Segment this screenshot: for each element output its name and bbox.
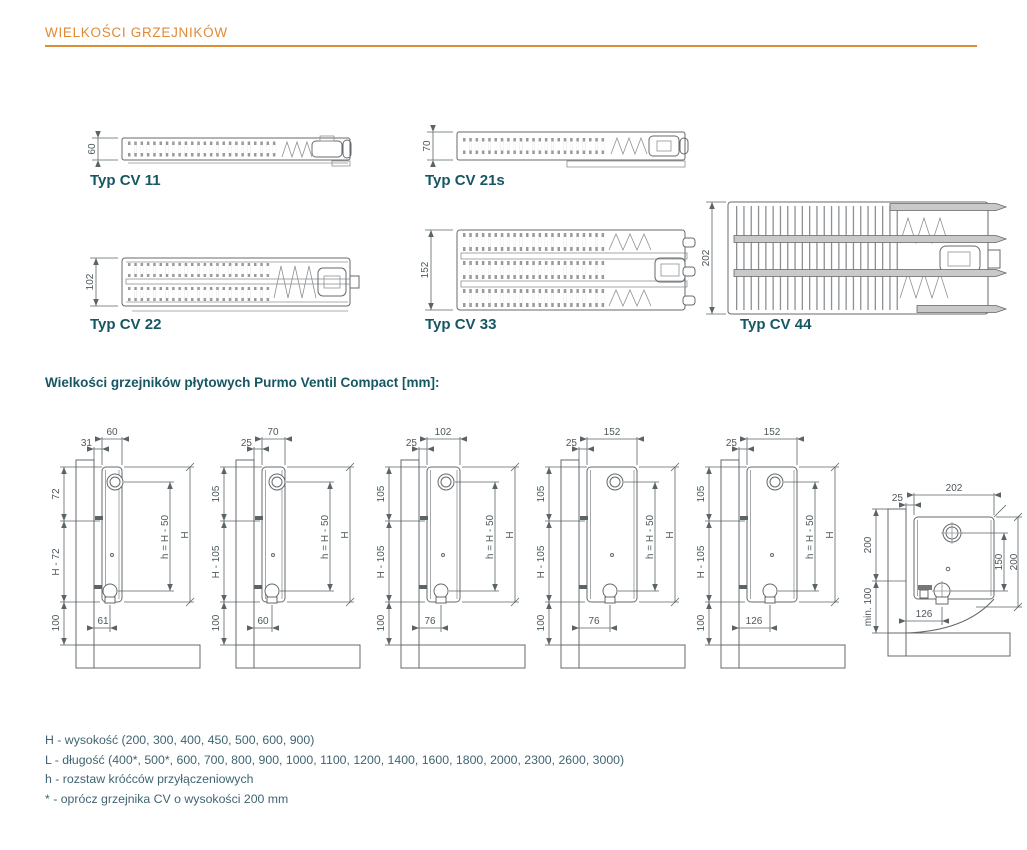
type-label-cv11: Typ CV 11 <box>90 172 161 189</box>
dim-height-minus: H - 105 <box>376 545 387 579</box>
dim-pipe-spacing: h = H - 50 <box>485 514 496 560</box>
cv21s-depth-dim: 70 <box>422 140 433 152</box>
cv33-mount-drawing <box>527 425 692 693</box>
dim-bottom-offset: 76 <box>424 616 436 627</box>
dim-depth: 102 <box>434 427 452 438</box>
cv22-topview-drawing <box>82 252 360 316</box>
type-label-cv44: Typ CV 44 <box>740 316 812 333</box>
dim-top-offset: 105 <box>211 485 222 503</box>
topview-cv33 <box>417 226 697 333</box>
dim-height: H <box>825 531 836 539</box>
cv11-mount-drawing <box>42 425 207 693</box>
dim-depth: 152 <box>763 427 781 438</box>
cv44-depth-dim: 202 <box>701 249 712 267</box>
dim-bottom-offset: 61 <box>97 616 109 627</box>
dim-height: H <box>505 531 516 539</box>
dim-height-minus: H - 105 <box>696 545 707 579</box>
footnotes <box>45 731 624 809</box>
cv44-topview-drawing <box>700 198 1012 322</box>
dim-outer-height: 200 <box>1009 553 1020 571</box>
footnote-height: H - wysokość (200, 300, 400, 450, 500, 600, 900) <box>45 733 315 747</box>
dim-wall-top: 200 <box>863 536 874 554</box>
dim-top-offset: 72 <box>51 488 62 500</box>
mount-diagram-cv21s <box>202 425 367 698</box>
dim-top-offset: 105 <box>696 485 707 503</box>
page-title: WIELKOŚCI GRZEJNIKÓW <box>45 25 228 40</box>
cv22-depth-dim: 102 <box>85 273 96 291</box>
dim-depth: 70 <box>267 427 279 438</box>
type-label-cv22: Typ CV 22 <box>90 316 162 333</box>
dim-floor-min: min. 100 <box>863 587 874 627</box>
dim-height-minus: H - 105 <box>211 545 222 579</box>
footnote-asterisk: * - oprócz grzejnika CV o wysokości 200 mm <box>45 791 289 806</box>
dim-pipe-spacing: 150 <box>994 553 1005 571</box>
dim-pipe-spacing: h = H - 50 <box>320 514 331 560</box>
type-label-cv21s: Typ CV 21s <box>425 172 505 189</box>
cv22-mount-drawing <box>367 425 532 693</box>
dim-height: H <box>180 531 191 539</box>
cv44-mount-drawing <box>687 425 852 693</box>
dim-height: H <box>665 531 676 539</box>
dim-pipe-spacing: h = H - 50 <box>645 514 656 560</box>
dim-top-offset: 105 <box>376 485 387 503</box>
dim-depth: 152 <box>603 427 621 438</box>
dim-floor-gap: 100 <box>211 614 222 632</box>
mount-diagram-cv44 <box>687 425 852 698</box>
dim-floor-gap: 100 <box>536 614 547 632</box>
dim-bottom-offset: 126 <box>745 616 763 627</box>
corner-niche-diagram <box>848 481 1025 691</box>
cv33-topview-drawing <box>417 226 697 318</box>
mount-diagram-cv22 <box>367 425 532 698</box>
dim-height: H <box>340 531 351 539</box>
cv21s-mount-drawing <box>202 425 367 693</box>
dim-top-offset: 105 <box>536 485 547 503</box>
dim-pipe-spacing: h = H - 50 <box>160 514 171 560</box>
title-rule <box>45 45 977 47</box>
dim-wall-gap: 25 <box>405 438 417 449</box>
corner-niche-drawing <box>848 481 1025 686</box>
dim-wall-gap: 25 <box>240 438 252 449</box>
dim-bottom-offset: 76 <box>588 616 600 627</box>
dim-depth: 202 <box>945 483 963 494</box>
topview-cv44 <box>700 198 1012 333</box>
dim-depth: 60 <box>106 427 118 438</box>
mount-diagram-cv33 <box>527 425 692 698</box>
section-heading: Wielkości grzejników płytowych Purmo Ventil Compact [mm]: <box>45 375 440 390</box>
topview-cv11 <box>82 128 360 189</box>
topview-cv21s <box>417 124 695 189</box>
cv33-depth-dim: 152 <box>420 261 431 279</box>
dim-wall-gap: 25 <box>891 493 903 504</box>
dim-height-minus: H - 105 <box>536 545 547 579</box>
dim-bottom-offset: 126 <box>915 609 933 620</box>
dim-bottom-offset: 60 <box>257 616 269 627</box>
type-label-cv33: Typ CV 33 <box>425 316 497 333</box>
dim-wall-gap: 25 <box>725 438 737 449</box>
dim-floor-gap: 100 <box>376 614 387 632</box>
dim-floor-gap: 100 <box>51 614 62 632</box>
dim-wall-gap: 25 <box>565 438 577 449</box>
cv11-topview-drawing <box>82 128 360 174</box>
dim-height-minus: H - 72 <box>51 548 62 576</box>
cv11-depth-dim: 60 <box>87 143 98 155</box>
dim-floor-gap: 100 <box>696 614 707 632</box>
topview-cv22 <box>82 252 360 333</box>
dim-wall-gap: 31 <box>80 438 92 449</box>
mount-diagram-cv11 <box>42 425 207 698</box>
footnote-length: L - długość (400*, 500*, 600, 700, 800, 900, 1000, 1100, 1200, 1400, 1600, 1800, 2000, 2300, 2600, 3000) <box>45 752 625 767</box>
cv21s-topview-drawing <box>417 124 695 176</box>
footnote-pipe-spacing: h - rozstaw króćców przyłączeniowych <box>45 772 254 786</box>
dim-pipe-spacing: h = H - 50 <box>805 514 816 560</box>
